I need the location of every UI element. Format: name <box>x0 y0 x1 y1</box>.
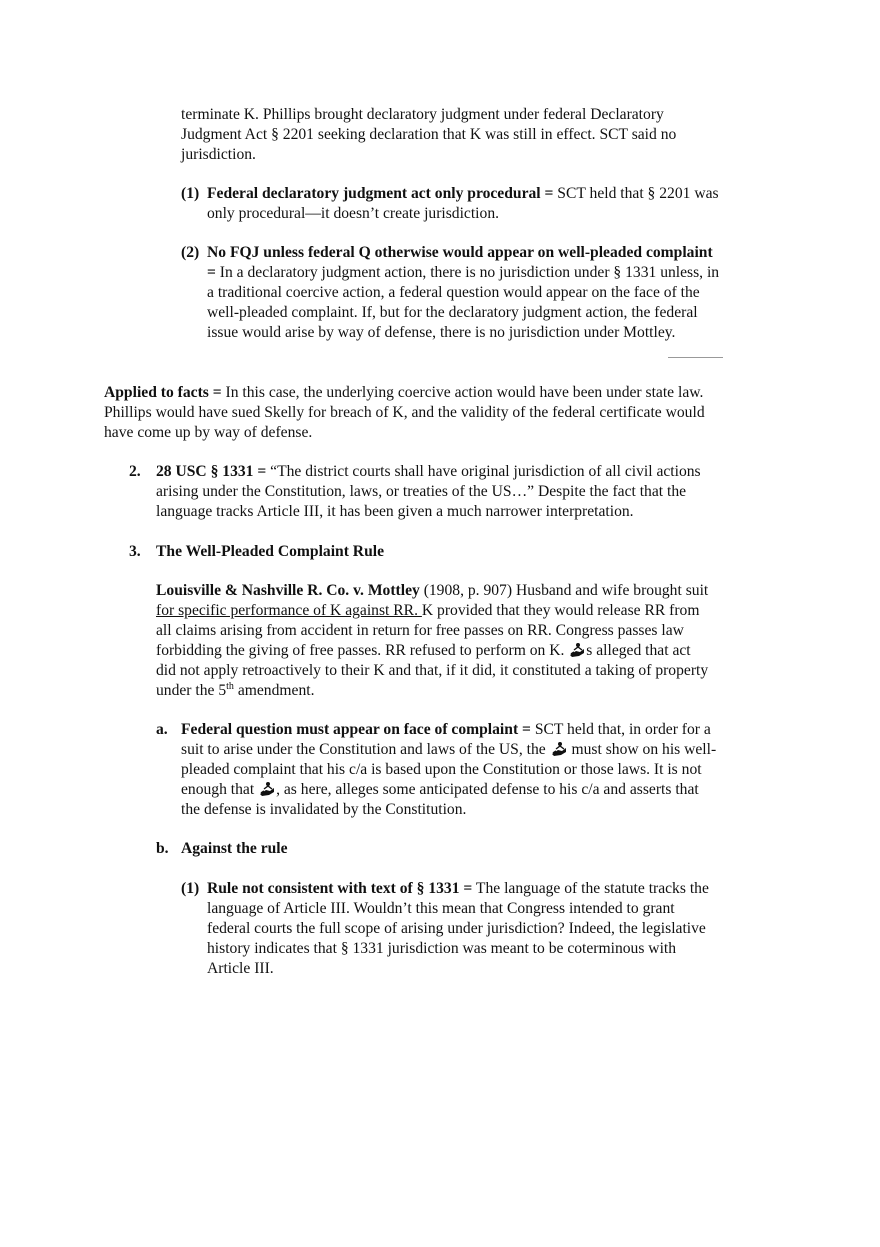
subpoint-no-fqj <box>181 243 781 343</box>
text-run: forbidding the giving of free passes. RR refused to perform on K. <box>156 642 569 659</box>
section-number: 2. <box>129 463 141 480</box>
item-number: (1) <box>181 880 200 897</box>
superscript: th <box>226 680 234 692</box>
item-heading: Federal question must appear on face of complaint = <box>181 721 531 738</box>
text-line: Phillips would have sued Skelly for breach of K, and the validity of the federal certificate would <box>104 404 705 421</box>
text-line: only procedural—it doesn’t create jurisdiction. <box>207 205 500 222</box>
text-run: In a declaratory judgment action, there is no jurisdiction under § 1331 unless, in <box>215 264 720 281</box>
section-1331 <box>129 462 789 522</box>
plaintiff-icon <box>258 781 276 797</box>
text-line: the defense is invalidated by the Constitution. <box>181 801 467 818</box>
paragraph-heading: Applied to facts = <box>104 384 222 401</box>
text-line: did not apply retroactively to their K and that, if it did, it constituted a taking of property <box>156 662 709 679</box>
text-line: federal courts the full scope of arising under jurisdiction? Indeed, the legislative <box>207 920 706 937</box>
item-heading: No FQJ unless federal Q otherwise would appear on well-pleaded complaint <box>207 244 713 261</box>
text-run: (1908, p. 907) Husband and wife brought suit <box>419 582 709 599</box>
text-line: Judgment Act § 2201 seeking declaration that K was still in effect. SCT said no <box>181 126 677 143</box>
text-run: s alleged that act <box>586 642 691 659</box>
text-run: enough that <box>181 781 259 798</box>
section-number: 3. <box>129 543 141 560</box>
subpoint-not-consistent <box>181 879 781 979</box>
text-line: all claims arising from accident in return for free passes on RR. Congress passes law <box>156 622 684 639</box>
subpoint-procedural <box>181 184 781 224</box>
text-line: a traditional coercive action, a federal question would appear on the face of the <box>207 284 700 301</box>
text-line: history indicates that § 1331 jurisdiction was meant to be coterminous with <box>207 940 677 957</box>
text-run: under the 5 <box>156 682 227 699</box>
item-number: b. <box>156 840 169 857</box>
text-line: pleaded complaint that his c/a is based upon the Constitution or those laws. It is not <box>181 761 702 778</box>
text-line: language tracks Article III, it has been given a much narrower interpretation. <box>156 503 634 520</box>
text-run: In this case, the underlying coercive action would have been under state law. <box>221 384 704 401</box>
section-heading: 28 USC § 1331 = <box>156 463 267 480</box>
text-line: issue would arise by way of defense, there is no jurisdiction under Mottley. <box>207 324 676 341</box>
text-line: arising under the Constitution, laws, or treaties of the US…” Despite the fact that the <box>156 483 687 500</box>
text-run: amendment. <box>233 682 315 699</box>
equals-sign: = <box>207 264 216 281</box>
text-line: jurisdiction. <box>181 146 256 163</box>
section-well-pleaded <box>129 542 789 562</box>
text-run: , as here, alleges some anticipated defense to his c/a and asserts that <box>276 781 699 798</box>
divider-line <box>668 357 723 358</box>
plaintiff-icon <box>568 642 586 658</box>
intro-paragraph <box>181 105 676 165</box>
item-number: a. <box>156 721 168 738</box>
item-heading: Federal declaratory judgment act only procedural = <box>207 185 554 202</box>
text-run: SCT held that, in order for a <box>530 721 711 738</box>
case-name: Louisville & Nashville R. Co. v. Mottley <box>156 582 420 599</box>
item-heading: Rule not consistent with text of § 1331 = <box>207 880 473 897</box>
text-run: K provided that they would release RR from <box>421 602 700 619</box>
text-line: Article III. <box>207 960 274 977</box>
item-heading: Against the rule <box>181 840 288 857</box>
text-line: have come up by way of defense. <box>104 424 313 441</box>
section-heading: The Well-Pleaded Complaint Rule <box>156 543 384 560</box>
text-run: “The district courts shall have original jurisdiction of all civil actions <box>266 463 701 480</box>
text-run: suit to arise under the Constitution and laws of the US, the <box>181 741 550 758</box>
plaintiff-icon <box>550 741 568 757</box>
applied-to-facts-paragraph <box>104 383 705 443</box>
text-run: must show on his well- <box>567 741 717 758</box>
underlined-text: for specific performance of K against RR. <box>156 602 422 619</box>
text-run: SCT held that § 2201 was <box>553 185 719 202</box>
subpoint-against-rule <box>156 839 786 859</box>
subpoint-face-of-complaint <box>156 720 786 820</box>
text-run: The language of the statute tracks the <box>472 880 709 897</box>
text-line: well-pleaded complaint. If, but for the declaratory judgment action, the federal <box>207 304 698 321</box>
text-line: terminate K. Phillips brought declaratory judgment under federal Declaratory <box>181 106 664 123</box>
item-number: (1) <box>181 185 200 202</box>
text-line: language of Article III. Wouldn’t this mean that Congress intended to grant <box>207 900 675 917</box>
mottley-paragraph <box>156 581 786 701</box>
item-number: (2) <box>181 244 200 261</box>
